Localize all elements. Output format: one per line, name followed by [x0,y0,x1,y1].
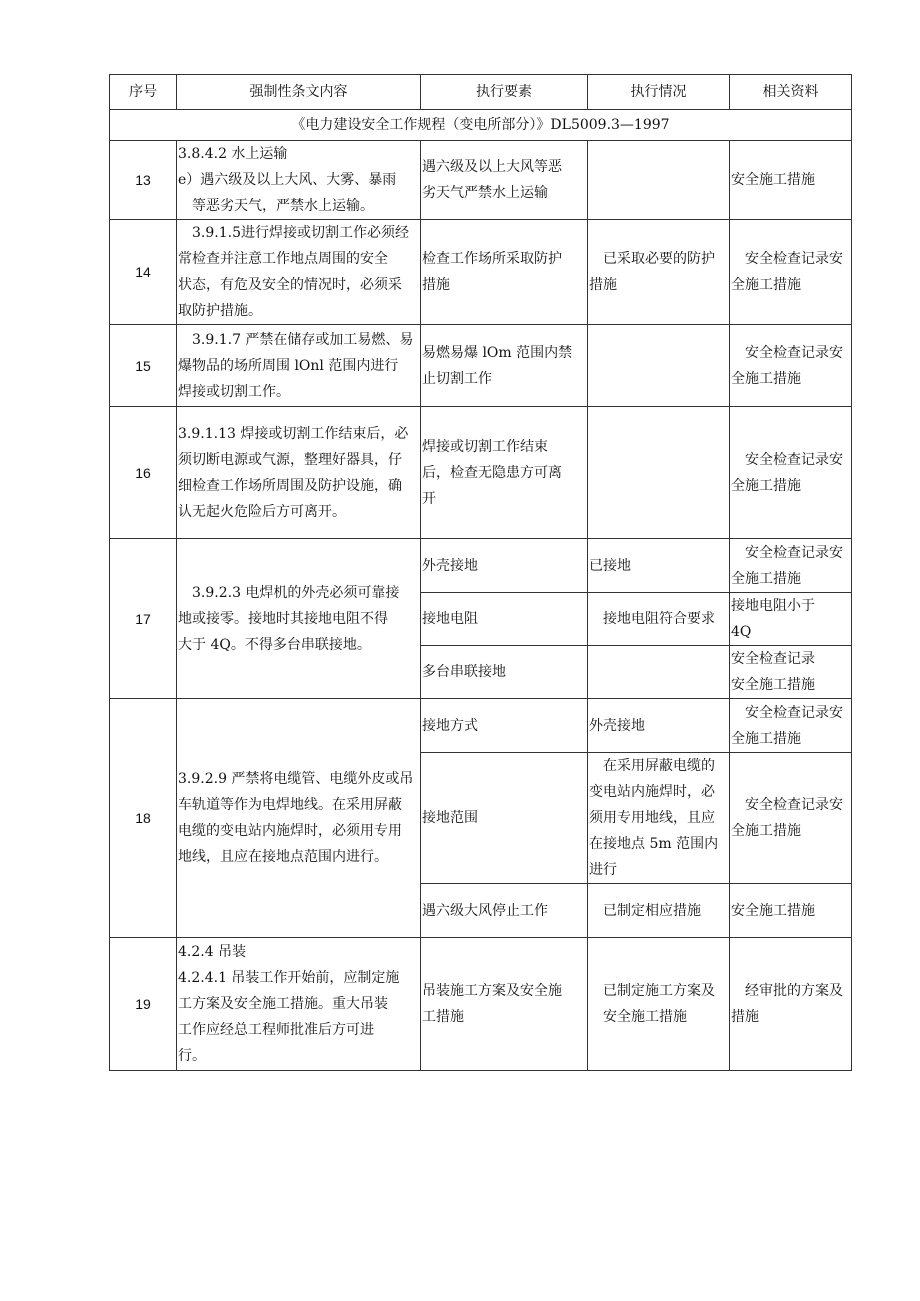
section-title-row [110,110,852,141]
cell-line: 全施工措施 [731,477,801,494]
cell-line: 遇六级大风停止工作 [422,902,548,919]
header-cell: 序号 [110,75,177,110]
execution-status [588,884,730,938]
execution-element [421,646,588,699]
cell-line: 地或接零。接地时其接地电阻不得 [178,610,388,627]
cell-line: 全施工措施 [731,730,801,747]
cell-line: 进行 [589,862,617,878]
cell-line: 已制定相应措施 [603,902,701,919]
row-number: 14 [110,220,177,325]
cell-line: 4.2.4 吊装 [178,944,247,960]
cell-line: 行。 [178,1048,206,1064]
cell-line: 地线，且应在接地点范围内进行。 [178,849,388,865]
related-documents [730,646,852,699]
header-cell: 执行要素 [421,75,588,110]
cell-line: 须用专用地线，且应 [589,810,715,826]
table-row [110,220,852,325]
related-documents [730,539,852,593]
header-cell: 执行情况 [588,75,730,110]
cell-line: 4Q [731,624,752,640]
execution-status [588,141,730,220]
cell-line: e）遇六级及以上大风、大雾、暴雨 [178,172,397,188]
table-row [110,325,852,407]
cell-line: 止切割工作 [422,370,492,387]
related-documents [730,407,852,539]
table-row [110,407,852,539]
execution-status [588,593,730,646]
cell-line: 工措施 [422,1009,464,1025]
cell-line: 电缆的变电站内施焊时，必须用专用 [178,823,402,839]
cell-line: 接地电阻 [422,611,478,627]
cell-line: 3.9.2.9 严禁将电缆管、电缆外皮或吊 [178,771,414,787]
execution-status [588,699,730,753]
cell-line: 接地范围 [422,810,478,826]
cell-line: 遇六级及以上大风等恶 [422,159,562,175]
execution-element [421,938,588,1071]
cell-line: 吊装施工方案及安全施 [422,983,562,999]
cell-line: 等恶劣天气，严禁水上运输。 [192,198,374,214]
execution-element [421,407,588,539]
cell-line: 焊接或切割工作。 [178,383,290,400]
execution-status [588,325,730,407]
cell-line: 劣天气严禁水上运输 [422,185,548,201]
related-documents [730,699,852,753]
clause-content [177,938,421,1071]
cell-line: 全施工措施 [731,277,801,293]
cell-line: 变电站内施焊时，必 [589,784,715,800]
cell-line: 安全检查记录安 [745,344,843,361]
execution-status [588,646,730,699]
cell-line: 在接地点 5m 范围内 [589,836,719,852]
related-documents [730,938,852,1071]
cell-line: 措施 [422,277,450,293]
clause-content [177,141,421,220]
row-number: 18 [110,699,177,938]
execution-status [588,407,730,539]
cell-line: 接地方式 [422,717,478,734]
section-title: 《电力建设安全工作规程（变电所部分）》DL5009.3—1997 [110,110,852,141]
cell-line: 细检查工作场所周围及防护设施，确 [178,477,402,494]
cell-line: 3.9.1.5进行焊接或切割工作必须经 [192,225,409,241]
cell-line: 后，检查无隐患方可离 [422,464,562,481]
cell-line: 易燃易爆 lOm 范围内禁 [422,344,573,361]
table-row [110,141,852,220]
cell-line: 已制定施工方案及 [603,983,715,999]
execution-status [588,220,730,325]
cell-line: 经审批的方案及 [745,983,843,999]
cell-line: 安全施工措施 [731,677,815,693]
clause-content [177,539,421,699]
table-row [110,699,852,753]
related-documents [730,220,852,325]
execution-element [421,220,588,325]
related-documents [730,325,852,407]
row-number: 17 [110,539,177,699]
clause-content [177,407,421,539]
related-documents [730,884,852,938]
cell-line: 接地电阻符合要求 [603,611,715,627]
execution-element [421,593,588,646]
row-number: 16 [110,407,177,539]
cell-line: 3.8.4.2 水上运输 [178,146,288,162]
table-row [110,539,852,593]
cell-line: 措施 [589,277,617,293]
cell-line: 4.2.4.1 吊装工作开始前，应制定施 [178,970,400,986]
cell-line: 车轨道等作为电焊地线。在采用屏蔽 [178,797,402,813]
clause-content [177,325,421,407]
cell-line: 安全检查记录 [731,651,815,667]
cell-line: 开 [422,490,436,507]
header-row [110,75,852,110]
cell-line: 全施工措施 [731,570,801,587]
cell-line: 安全检查记录安 [745,544,843,561]
execution-status [588,753,730,884]
execution-element [421,141,588,220]
related-documents [730,753,852,884]
cell-line: 焊接或切割工作结束 [422,438,548,455]
execution-element [421,753,588,884]
cell-line: 安全施工措施 [603,1009,687,1025]
cell-line: 接地电阻小于 [731,598,815,614]
clause-content [177,699,421,938]
cell-line: 安全检查记录安 [745,797,843,813]
cell-line: 认无起火危险后方可离开。 [178,503,346,520]
execution-status [588,938,730,1071]
related-documents [730,593,852,646]
cell-line: 状态，有危及安全的情况时，必须采 [178,277,402,293]
cell-line: 3.9.1.13 焊接或切割工作结束后，必 [178,425,409,442]
row-number: 19 [110,938,177,1071]
clause-content [177,220,421,325]
cell-line: 安全检查记录安 [745,451,843,468]
cell-line: 大于 4Q。不得多台串联接地。 [178,636,371,653]
cell-line: 安全施工措施 [731,902,815,919]
cell-line: 爆物品的场所周围 lOnl 范围内进行 [178,357,399,374]
related-documents [730,141,852,220]
execution-element [421,539,588,593]
cell-line: 外壳接地 [589,717,645,734]
cell-line: 在采用屏蔽电缆的 [603,758,715,774]
cell-line: 3.9.2.3 电焊机的外壳必须可靠接 [192,584,400,601]
cell-line: 须切断电源或气源，整理好器具，仔 [178,451,402,468]
cell-line: 已接地 [589,557,631,574]
cell-line: 取防护措施。 [178,303,262,319]
cell-line: 多台串联接地 [422,664,506,680]
row-number: 15 [110,325,177,407]
cell-line: 工作应经总工程师批准后方可进 [178,1022,374,1038]
execution-element [421,699,588,753]
execution-element [421,325,588,407]
cell-line: 常检查并注意工作地点周围的安全 [178,251,388,267]
cell-line: 检查工作场所采取防护 [422,251,562,267]
cell-line: 全施工措施 [731,370,801,387]
cell-line: 已采取必要的防护 [603,251,715,267]
row-number: 13 [110,141,177,220]
cell-line: 全施工措施 [731,823,801,839]
execution-status [588,539,730,593]
compliance-table [109,74,852,1071]
cell-line: 外壳接地 [422,557,478,574]
table-row [110,938,852,1071]
cell-line: 措施 [731,1009,759,1025]
cell-line: 安全施工措施 [731,172,815,188]
execution-element [421,884,588,938]
header-cell: 相关资料 [730,75,852,110]
cell-line: 3.9.1.7 严禁在储存或加工易燃、易 [192,331,414,348]
header-cell: 强制性条文内容 [177,75,421,110]
cell-line: 工方案及安全施工措施。重大吊装 [178,996,388,1012]
cell-line: 安全检查记录安 [745,704,843,721]
cell-line: 安全检查记录安 [745,251,843,267]
